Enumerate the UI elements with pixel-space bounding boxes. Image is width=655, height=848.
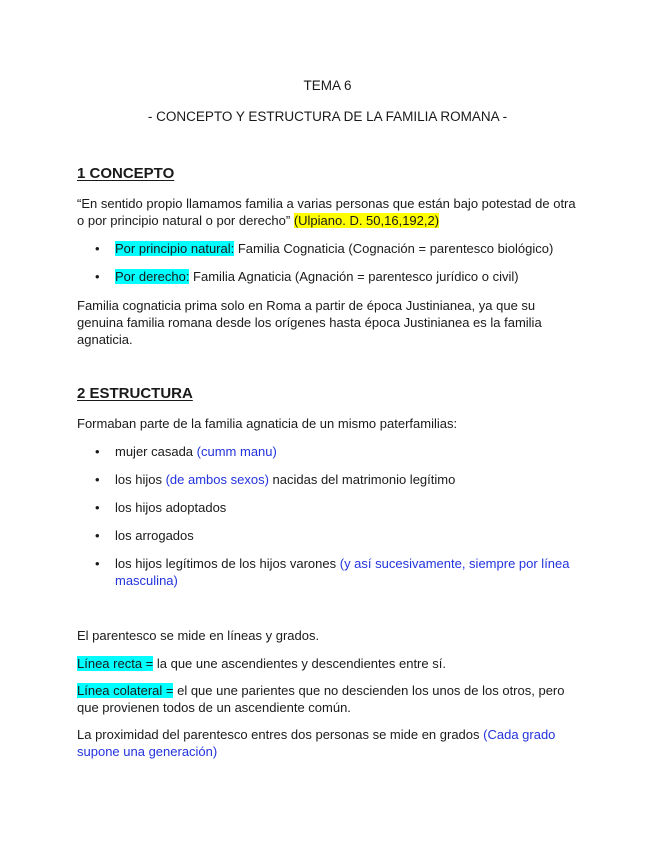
parentesco-text: El parentesco se mide en líneas y grados.	[77, 628, 320, 643]
structure-intro: Formaban parte de la familia agnaticia de un mismo paterfamilias:	[77, 416, 458, 431]
item-text: los hijos adoptados	[115, 500, 227, 515]
linea-colateral	[77, 682, 572, 716]
bullet-marker: •	[95, 500, 100, 515]
linea-colateral-label: Línea colateral =	[77, 683, 174, 698]
linea-recta-label: Línea recta =	[77, 656, 154, 671]
linea-recta	[77, 655, 577, 672]
document-title: TEMA 6	[303, 78, 352, 93]
item-text: los arrogados	[115, 528, 194, 543]
list-item	[115, 499, 575, 516]
list-item	[115, 471, 575, 488]
item-note: (de ambos sexos)	[165, 472, 269, 487]
citation: (Ulpiano. D. 50,16,192,2)	[293, 213, 440, 228]
list-item	[115, 527, 575, 544]
bullet-marker: •	[95, 444, 100, 459]
list-item	[115, 555, 570, 589]
bullet-label: Por principio natural:	[115, 241, 235, 256]
section-heading-concepto: 1 CONCEPTO	[77, 165, 175, 182]
item-note: (cumm manu)	[196, 444, 277, 459]
item-text: los hijos legítimos de los hijos varones	[115, 556, 340, 571]
document-subtitle: - CONCEPTO Y ESTRUCTURA DE LA FAMILIA ROMANA -	[147, 109, 508, 124]
bullet-marker: •	[95, 556, 100, 571]
list-item-natural	[115, 240, 575, 257]
list-item	[115, 443, 575, 460]
linea-colateral-text: el que une parientes que no descienden los unos de los otros, pero que provienen todos de un ascendiente común.	[77, 683, 565, 715]
concept-quote	[77, 195, 577, 229]
item-note: (y así sucesivamente, siempre por línea masculina)	[115, 556, 570, 588]
item-after: nacidas del matrimonio legítimo	[268, 472, 456, 487]
section-heading-estructura: 2 ESTRUCTURA	[77, 385, 193, 402]
bullet-text: Familia Cognaticia (Cognación = parentesco biológico)	[234, 241, 554, 256]
bullet-label: Por derecho:	[115, 269, 190, 284]
proximidad	[77, 726, 557, 760]
concept-closing: Familia cognaticia prima solo en Roma a partir de época Justinianea, ya que su genuina familia romana desde los orígenes hasta época Justinianea es la familia agnaticia.	[77, 298, 542, 347]
proximidad-text: La proximidad del parentesco entres dos personas se mide en grados	[77, 727, 484, 742]
list-item-derecho	[115, 268, 575, 285]
bullet-text: Familia Agnaticia (Agnación = parentesco jurídico o civil)	[189, 269, 519, 284]
bullet-marker: •	[95, 241, 100, 256]
item-text: los hijos	[115, 472, 166, 487]
bullet-marker: •	[95, 269, 100, 284]
bullet-marker: •	[95, 528, 100, 543]
item-text: mujer casada	[115, 444, 197, 459]
quote-text: “En sentido propio llamamos familia a varias personas que están bajo potestad de otra o por principio natural o por derecho”	[77, 196, 576, 228]
bullet-marker: •	[95, 472, 100, 487]
proximidad-note: (Cada grado supone una generación)	[77, 727, 556, 759]
linea-recta-text: la que une ascendientes y descendientes entre sí.	[153, 656, 446, 671]
